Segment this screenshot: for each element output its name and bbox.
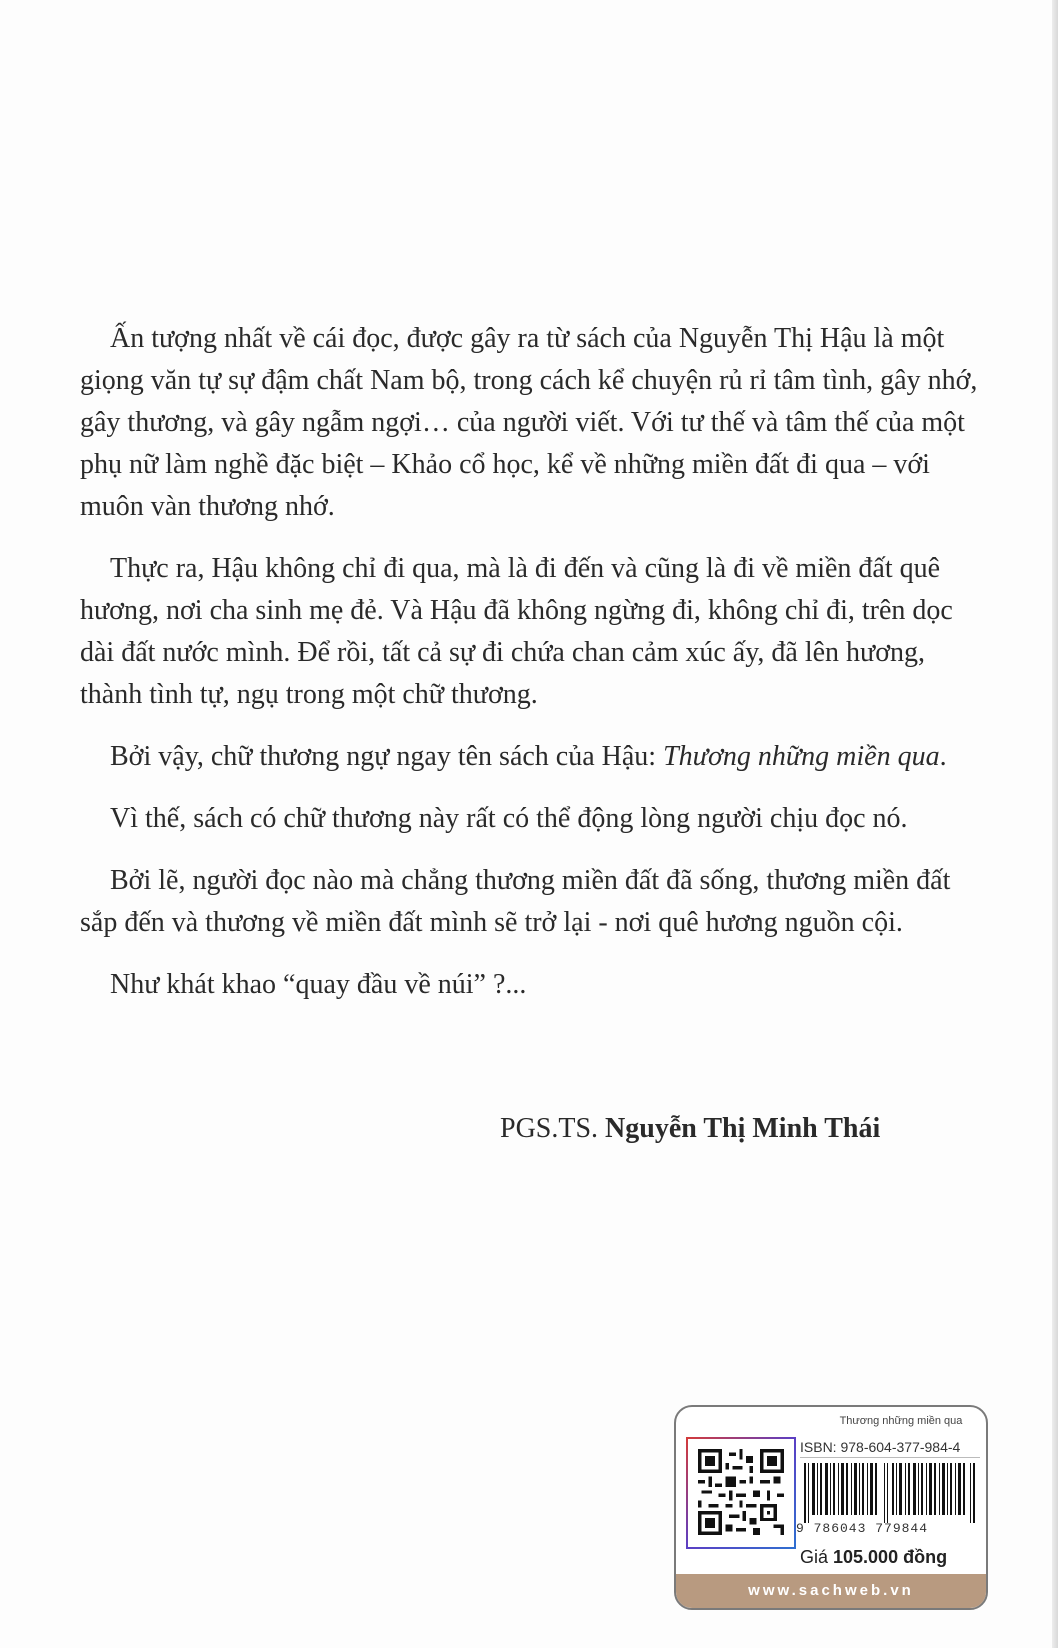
qr-code-frame: [686, 1437, 796, 1549]
website-band: www.sachweb.vn: [676, 1574, 986, 1608]
barcode-digits: 9 786043 779844: [796, 1521, 929, 1536]
blurb-paragraph-5: Bởi lẽ, người đọc nào mà chẳng thương miền đất đã sống, thương miền đất sắp đến và thương về miền đất mình sẽ trở lại - nơi quê hương nguồn cội.: [80, 865, 951, 938]
signature: [500, 1108, 960, 1150]
isbn-book-title: Thương những miền qua: [839, 1415, 963, 1427]
quote-prefix: Bởi vậy, chữ thương ngự ngay tên sách của Hậu:: [110, 741, 664, 772]
price: [800, 1547, 980, 1568]
price-label: Giá: [800, 1547, 834, 1567]
blurb-paragraph-4: Vì thế, sách có chữ thương này rất có thể động lòng người chịu đọc nó.: [110, 803, 908, 834]
blurb-paragraph-1: Ấn tượng nhất về cái đọc, được gây ra từ sách của Nguyễn Thị Hậu là một giọng văn tự sự đậm chất Nam bộ, trong cách kể chuyện rủ rỉ tâm tình, gây nhớ, gây thương, và gây ngẫm ngợi… của người viết. Với tư thế và tâm thế của một phụ nữ làm nghề đặc biệt – Khảo cổ học, kể về những miền đất đi qua – với muôn vàn thương nhớ.: [80, 323, 978, 522]
blurb-text: [80, 318, 980, 1006]
cover-edge-shadow: [1052, 0, 1058, 1648]
blurb-paragraph-6: Như khát khao “quay đầu về núi” ?...: [110, 969, 527, 1000]
signature-title: PGS.TS.: [500, 1113, 606, 1144]
qr-code-icon: [698, 1449, 784, 1535]
signature-name: Nguyễn Thị Minh Thái: [605, 1113, 881, 1144]
quote-suffix: .: [939, 741, 947, 772]
barcode-icon: [800, 1463, 980, 1523]
price-amount: 105.000 đồng: [833, 1547, 948, 1567]
isbn-number: ISBN: 978-604-377-984-4: [800, 1439, 980, 1458]
blurb-paragraph-2: Thực ra, Hậu không chỉ đi qua, mà là đi đến và cũng là đi về miền đất quê hương, nơi cha sinh mẹ đẻ. Và Hậu đã không ngừng đi, không chỉ đi, trên dọc dài đất nước mình. Để rồi, tất cả sự đi chứa chan cảm xúc ấy, đã lên hương, thành tình tự, ngụ trong một chữ thương.: [80, 553, 953, 710]
blurb-paragraph-3: [80, 736, 980, 778]
isbn-price-box: [674, 1405, 988, 1610]
book-title-italic: Thương những miền qua: [663, 741, 940, 772]
